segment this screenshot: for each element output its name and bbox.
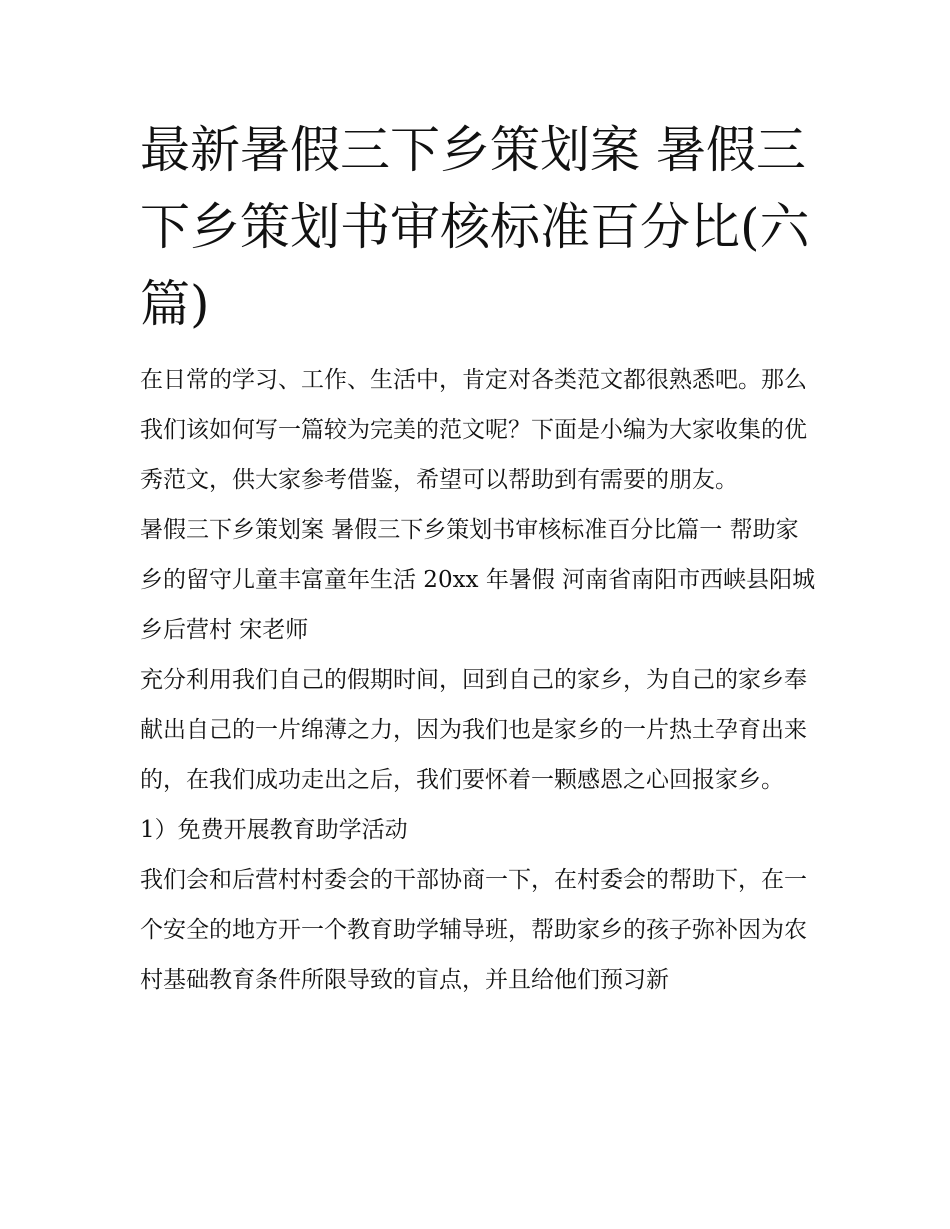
paragraph-purpose: 充分利用我们自己的假期时间，回到自己的家乡，为自己的家乡奉献出自己的一片绵薄之力，因为我们也是家乡的一片热土孕育出来的，在我们成功走出之后，我们要怀着一颗感恩之心回报家乡。 [140,667,807,793]
paragraph-plan-header: 暑假三下乡策划案 暑假三下乡策划书审核标准百分比篇一 帮助家乡的留守儿童丰富童年生活 20xx 年暑假 河南省南阳市西峡县阳城乡后营村 宋老师 [140,517,816,643]
document-body [140,355,820,1005]
paragraph-activity-heading: 1）免费开展教育助学活动 [140,817,408,843]
paragraph-intro: 在日常的学习、工作、生活中，肯定对各类范文都很熟悉吧。那么我们该如何写一篇较为完美的范文呢？下面是小编为大家收集的优秀范文，供大家参考借鉴，希望可以帮助到有需要的朋友。 [140,367,807,493]
document-title: 最新暑假三下乡策划案 暑假三下乡策划书审核标准百分比(六篇) [140,121,810,333]
paragraph-activity-detail: 我们会和后营村村委会的干部协商一下，在村委会的帮助下，在一个安全的地方开一个教育助学辅导班，帮助家乡的孩子弥补因为农村基础教育条件所限导致的盲点，并且给他们预习新 [140,867,807,993]
